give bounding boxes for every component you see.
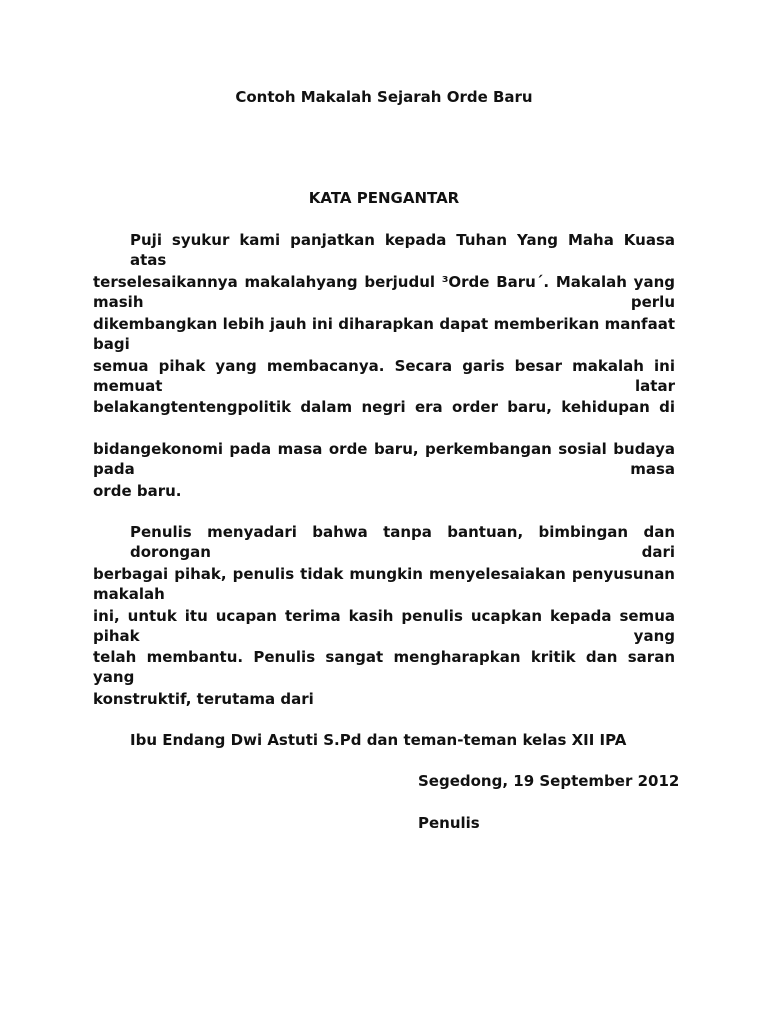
paragraph-1-line-2: terselesaikannya makalahyang berjudul ³Orde Baru´. Makalah yang masih perlu	[93, 273, 675, 311]
place-date: Segedong, 19 September 2012	[418, 772, 680, 790]
paragraph-2-line-1: Penulis menyadari bahwa tanpa bantuan, bimbingan dan dorongan dari	[130, 523, 675, 561]
paragraph-2-line-3: ini, untuk itu ucapan terima kasih penulis ucapkan kepada semua pihak yang	[93, 607, 675, 645]
signature: Penulis	[418, 814, 480, 832]
paragraph-1-line-3: dikembangkan lebih jauh ini diharapkan dapat memberikan manfaat bagi	[93, 315, 675, 353]
paragraph-1-line-6: bidangekonomi pada masa orde baru, perkembangan sosial budaya pada masa	[93, 440, 675, 478]
paragraph-1-line-1: Puji syukur kami panjatkan kepada Tuhan Yang Maha Kuasa atas	[130, 231, 675, 269]
paragraph-1-line-5: belakangtentengpolitik dalam negri era order baru, kehidupan di	[93, 398, 675, 416]
paragraph-1-line-4: semua pihak yang membacanya. Secara garis besar makalah ini memuat latar	[93, 357, 675, 395]
paragraph-2-line-4: telah membantu. Penulis sangat mengharapkan kritik dan saran yang	[93, 648, 675, 686]
paragraph-2-line-5: konstruktif, terutama dari	[93, 690, 314, 708]
paragraph-1-line-7: orde baru.	[93, 482, 182, 500]
document-title: Contoh Makalah Sejarah Orde Baru	[235, 88, 533, 106]
acknowledgement-line: Ibu Endang Dwi Astuti S.Pd dan teman-teman kelas XII IPA	[130, 731, 627, 749]
paragraph-2-line-2: berbagai pihak, penulis tidak mungkin menyelesaiakan penyusunan makalah	[93, 565, 675, 603]
section-heading: KATA PENGANTAR	[308, 189, 460, 207]
